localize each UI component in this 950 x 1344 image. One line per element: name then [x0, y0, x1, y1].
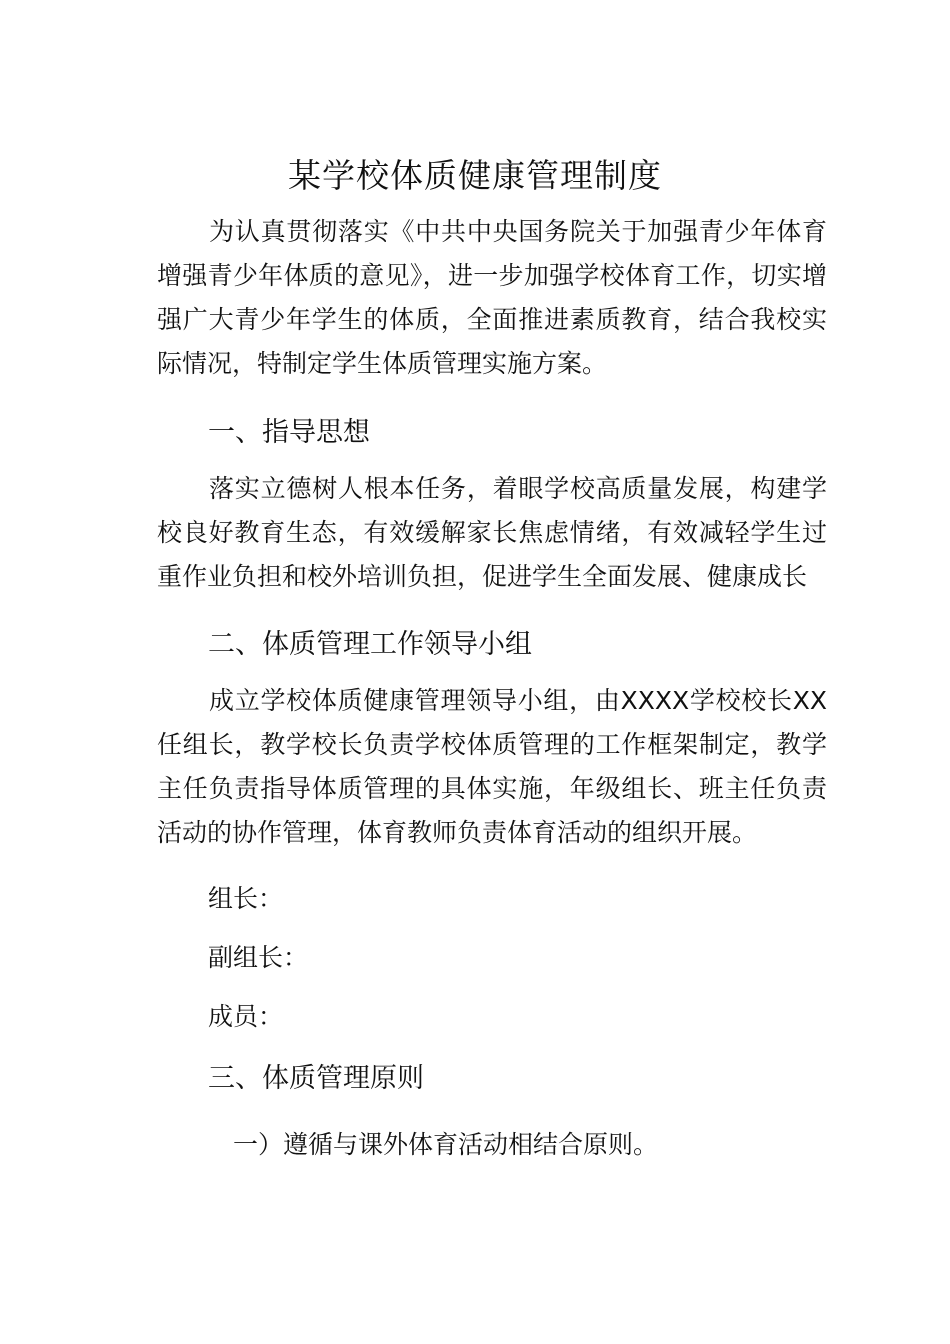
deputy-leader-label: 副组长： — [208, 943, 309, 972]
section-1-heading: 一、指导思想 — [208, 417, 370, 448]
document-title: 某学校体质健康管理制度 — [288, 156, 662, 195]
principle-item-1: 一）遵循与课外体育活动相结合原则。 — [233, 1130, 659, 1159]
intro-paragraph: 为认真贯彻落实《中共中央国务院关于加强青少年体育增强青少年体质的意见》，进一步加强学校体育工作，切实增强广大青少年学生的体质，全面推进素质教育，结合我校实际情况，特制定学生体质管理实施方案。 — [157, 217, 827, 378]
group-leader-label: 组长： — [208, 884, 284, 913]
members-label: 成员： — [208, 1002, 284, 1031]
section-3-heading: 三、体质管理原则 — [208, 1063, 424, 1094]
section-1-body: 落实立德树人根本任务，着眼学校高质量发展，构建学校良好教育生态，有效缓解家长焦虑情绪，有效减轻学生过重作业负担和校外培训负担，促进学生全面发展、健康成长 — [157, 474, 827, 591]
section-2-heading: 二、体质管理工作领导小组 — [208, 629, 532, 660]
section-2-body: 成立学校体质健康管理领导小组，由XXXX学校校长XX任组长，教学校长负责学校体质管理的工作框架制定，教学主任负责指导体质管理的具体实施，年级组长、班主任负责活动的协作管理，体育教师负责体育活动的组织开展。 — [157, 686, 827, 847]
